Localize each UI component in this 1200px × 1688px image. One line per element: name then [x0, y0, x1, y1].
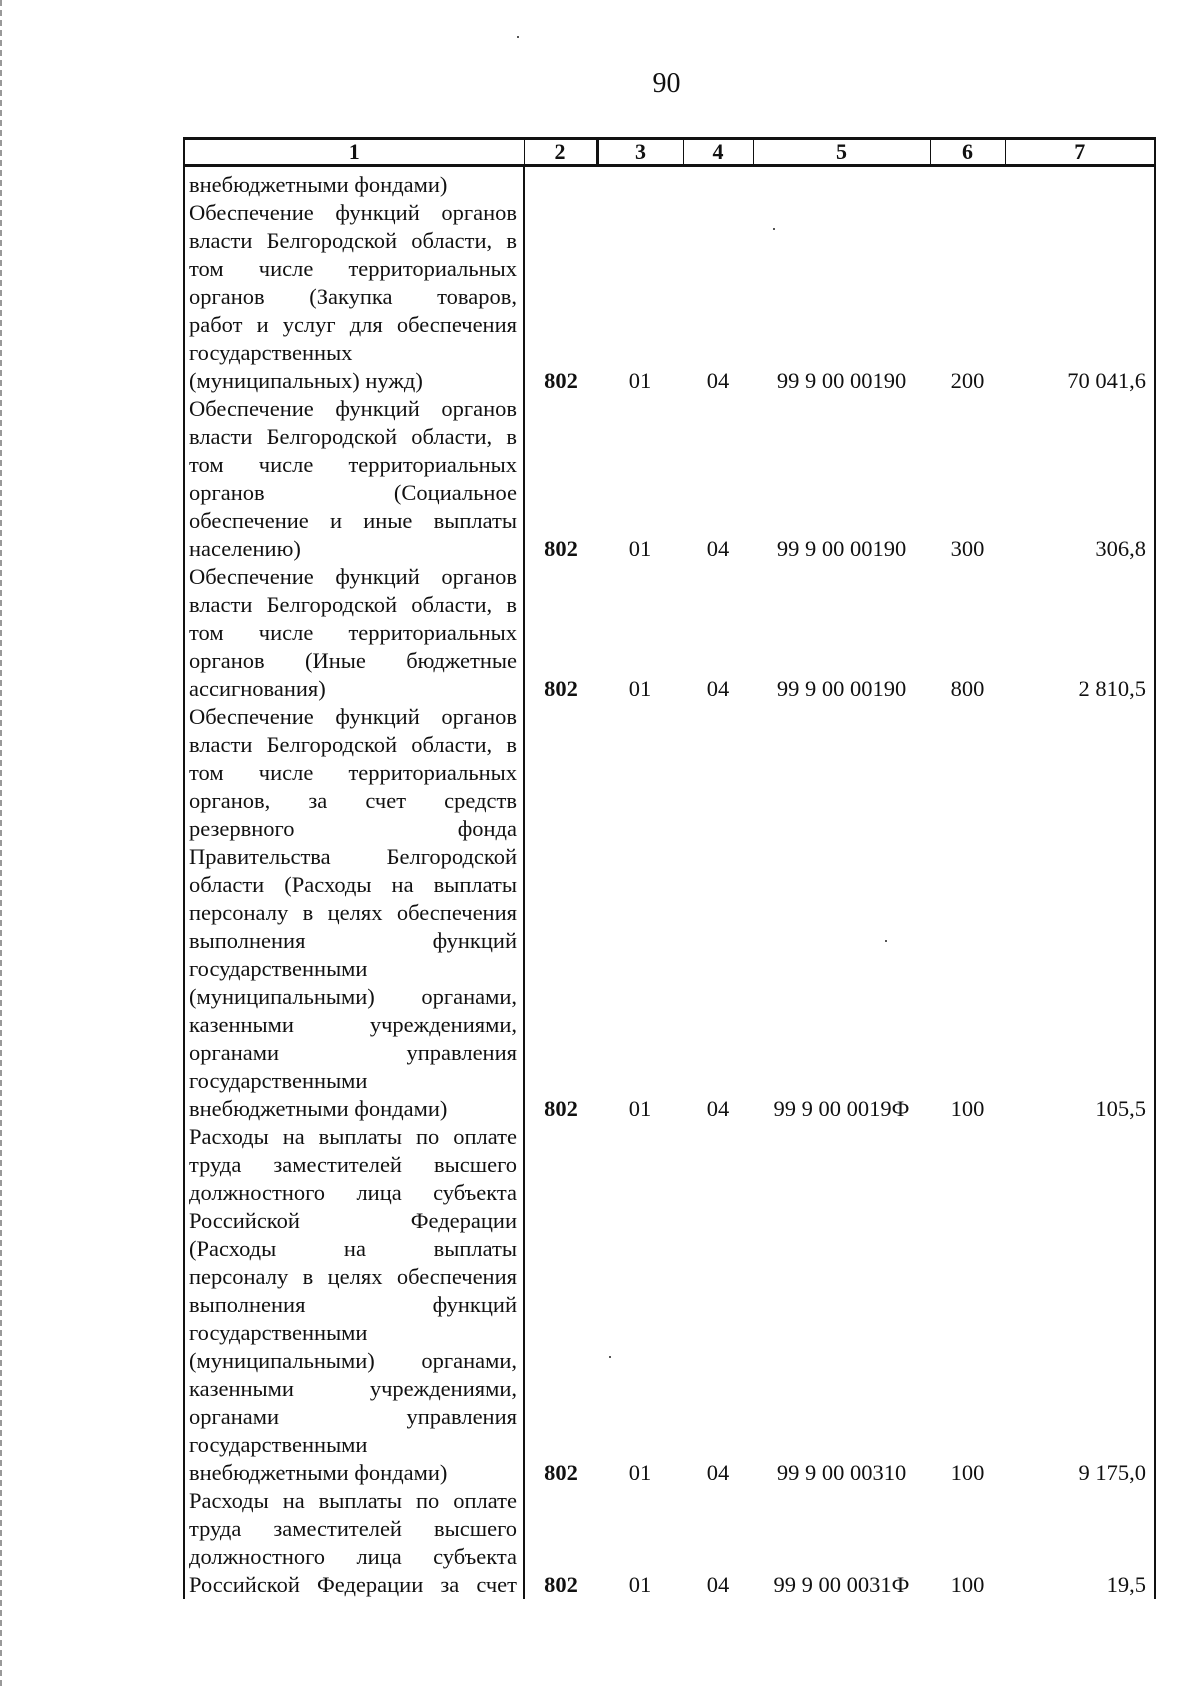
- expense-name-cell: [184, 1123, 524, 1487]
- expense-name-cell: [184, 563, 524, 703]
- scan-speck: [517, 36, 519, 38]
- expense-name-line: Российской Федерации за счет: [189, 1572, 517, 1597]
- target-article-cell: 99 9 00 00190: [776, 676, 907, 701]
- header-col-6: 6: [930, 139, 1005, 166]
- section-code-cell: 01: [628, 1460, 652, 1485]
- expense-name-line: Обеспечение функций органов: [189, 704, 517, 729]
- expense-name-line: выполнения функций: [189, 1292, 517, 1317]
- amount-cell: 306,8: [1005, 395, 1155, 563]
- expense-name-line: внебюджетными фондами): [189, 172, 448, 197]
- expense-name-line: органами управления: [189, 1404, 517, 1429]
- expense-name-line: (Расходы на выплаты: [189, 1236, 517, 1261]
- expense-name-line: внебюджетными фондами): [189, 1460, 448, 1485]
- expense-name-line: государственными: [189, 1320, 368, 1345]
- expense-name-line: обеспечение и иные выплаты: [189, 508, 517, 533]
- expense-name-line: казенными учреждениями,: [189, 1012, 517, 1037]
- ministry-code-cell: 802: [544, 676, 578, 701]
- expense-name-line: казенными учреждениями,: [189, 1376, 517, 1401]
- expense-type-cell: 200: [950, 368, 985, 393]
- expense-name-line: Обеспечение функций органов: [189, 564, 517, 589]
- expense-name-line: государственными: [189, 1432, 368, 1457]
- expense-name-line: труда заместителей высшего: [189, 1152, 517, 1177]
- expense-type-cell: 100: [950, 1572, 985, 1597]
- table-row: [184, 563, 1155, 703]
- target-article-cell: 99 9 00 0019Ф: [773, 1096, 910, 1121]
- expense-name-line: Обеспечение функций органов: [189, 200, 517, 225]
- table-header: [184, 139, 1155, 166]
- expense-name-line: ассигнования): [189, 676, 326, 701]
- page-number: 90: [652, 68, 681, 99]
- expense-type-cell: 100: [950, 1096, 985, 1121]
- table-row: [184, 395, 1155, 563]
- expense-name-line: государственными: [189, 1068, 368, 1093]
- expense-name-line: органов (Иные бюджетные: [189, 648, 517, 673]
- expense-name-line: работ и услуг для обеспечения: [189, 312, 517, 337]
- subsection-code-cell: 04: [706, 536, 730, 561]
- subsection-code-cell: 04: [706, 1572, 730, 1597]
- expense-name-line: (муниципальных) нужд): [189, 368, 423, 393]
- expense-name-line: персоналу в целях обеспечения: [189, 1264, 517, 1289]
- expense-name-line: органов (Закупка товаров,: [189, 284, 517, 309]
- header-col-4: 4: [683, 139, 753, 166]
- expense-name-line: власти Белгородской области, в: [189, 732, 517, 757]
- header-col-3: 3: [597, 139, 683, 166]
- ministry-code-cell: 802: [544, 1096, 578, 1121]
- section-code-cell: 01: [628, 536, 652, 561]
- expense-name-cell: [184, 166, 524, 396]
- ministry-code-cell: 802: [544, 368, 578, 393]
- table-row: [184, 1487, 1155, 1599]
- expense-name-line: органов (Социальное: [189, 480, 517, 505]
- subsection-code-cell: 04: [706, 1096, 730, 1121]
- header-col-5: 5: [753, 139, 930, 166]
- amount-cell: 2 810,5: [1005, 563, 1155, 703]
- ministry-code-cell: 802: [544, 1460, 578, 1485]
- expense-name-line: органами управления: [189, 1040, 517, 1065]
- table-row: [184, 703, 1155, 1123]
- scan-page-edge: [0, 0, 2, 1688]
- expense-name-line: том числе территориальных: [189, 256, 517, 281]
- header-col-1: 1: [184, 139, 524, 166]
- ministry-code-cell: 802: [544, 536, 578, 561]
- expense-name-line: власти Белгородской области, в: [189, 592, 517, 617]
- table-row: [184, 166, 1155, 396]
- expense-name-line: Расходы на выплаты по оплате: [189, 1488, 517, 1513]
- expense-name-line: власти Белгородской области, в: [189, 228, 517, 253]
- expense-type-cell: 100: [950, 1460, 985, 1485]
- expense-name-cell: [184, 703, 524, 1123]
- expense-name-line: персоналу в целях обеспечения: [189, 900, 517, 925]
- subsection-code-cell: 04: [706, 676, 730, 701]
- table-row: [184, 1123, 1155, 1487]
- header-row: [184, 139, 1155, 166]
- ministry-code-cell: 802: [544, 1572, 578, 1597]
- expense-name-line: Российской Федерации: [189, 1208, 517, 1233]
- budget-table: [183, 137, 1156, 1599]
- section-code-cell: 01: [628, 368, 652, 393]
- expense-name-line: государственных: [189, 340, 353, 365]
- target-article-cell: 99 9 00 0031Ф: [773, 1572, 910, 1597]
- expense-name-line: Расходы на выплаты по оплате: [189, 1124, 517, 1149]
- expense-name-cell: [184, 1487, 524, 1599]
- header-col-7: 7: [1005, 139, 1155, 166]
- amount-cell: 19,5: [1005, 1487, 1155, 1599]
- amount-cell: 105,5: [1005, 703, 1155, 1123]
- expense-name-line: внебюджетными фондами): [189, 1096, 448, 1121]
- header-col-2: 2: [524, 139, 597, 166]
- expense-name-line: Правительства Белгородской: [189, 844, 517, 869]
- section-code-cell: 01: [628, 1572, 652, 1597]
- expense-name-line: резервного фонда: [189, 816, 517, 841]
- expense-name-line: том числе территориальных: [189, 452, 517, 477]
- expense-name-line: власти Белгородской области, в: [189, 424, 517, 449]
- expense-type-cell: 300: [950, 536, 985, 561]
- expense-name-line: органов, за счет средств: [189, 788, 517, 813]
- expense-name-line: выполнения функций: [189, 928, 517, 953]
- expense-name-line: труда заместителей высшего: [189, 1516, 517, 1541]
- expense-name-line: том числе территориальных: [189, 760, 517, 785]
- section-code-cell: 01: [628, 1096, 652, 1121]
- subsection-code-cell: 04: [706, 1460, 730, 1485]
- subsection-code-cell: 04: [706, 368, 730, 393]
- expense-name-line: том числе территориальных: [189, 620, 517, 645]
- amount-cell: 9 175,0: [1005, 1123, 1155, 1487]
- target-article-cell: 99 9 00 00310: [776, 1460, 907, 1485]
- expense-name-line: должностного лица субъекта: [189, 1544, 517, 1569]
- expense-name-line: населению): [189, 536, 301, 561]
- target-article-cell: 99 9 00 00190: [776, 368, 907, 393]
- target-article-cell: 99 9 00 00190: [776, 536, 907, 561]
- expense-name-cell: [184, 395, 524, 563]
- expense-name-line: (муниципальными) органами,: [189, 1348, 517, 1373]
- expense-name-line: (муниципальными) органами,: [189, 984, 517, 1009]
- expense-name-line: государственными: [189, 956, 368, 981]
- expense-name-line: области (Расходы на выплаты: [189, 872, 517, 897]
- expense-type-cell: 800: [950, 676, 985, 701]
- section-code-cell: 01: [628, 676, 652, 701]
- amount-cell: 70 041,6: [1005, 166, 1155, 396]
- expense-name-line: Обеспечение функций органов: [189, 396, 517, 421]
- table-body: [184, 166, 1155, 1600]
- expense-name-line: должностного лица субъекта: [189, 1180, 517, 1205]
